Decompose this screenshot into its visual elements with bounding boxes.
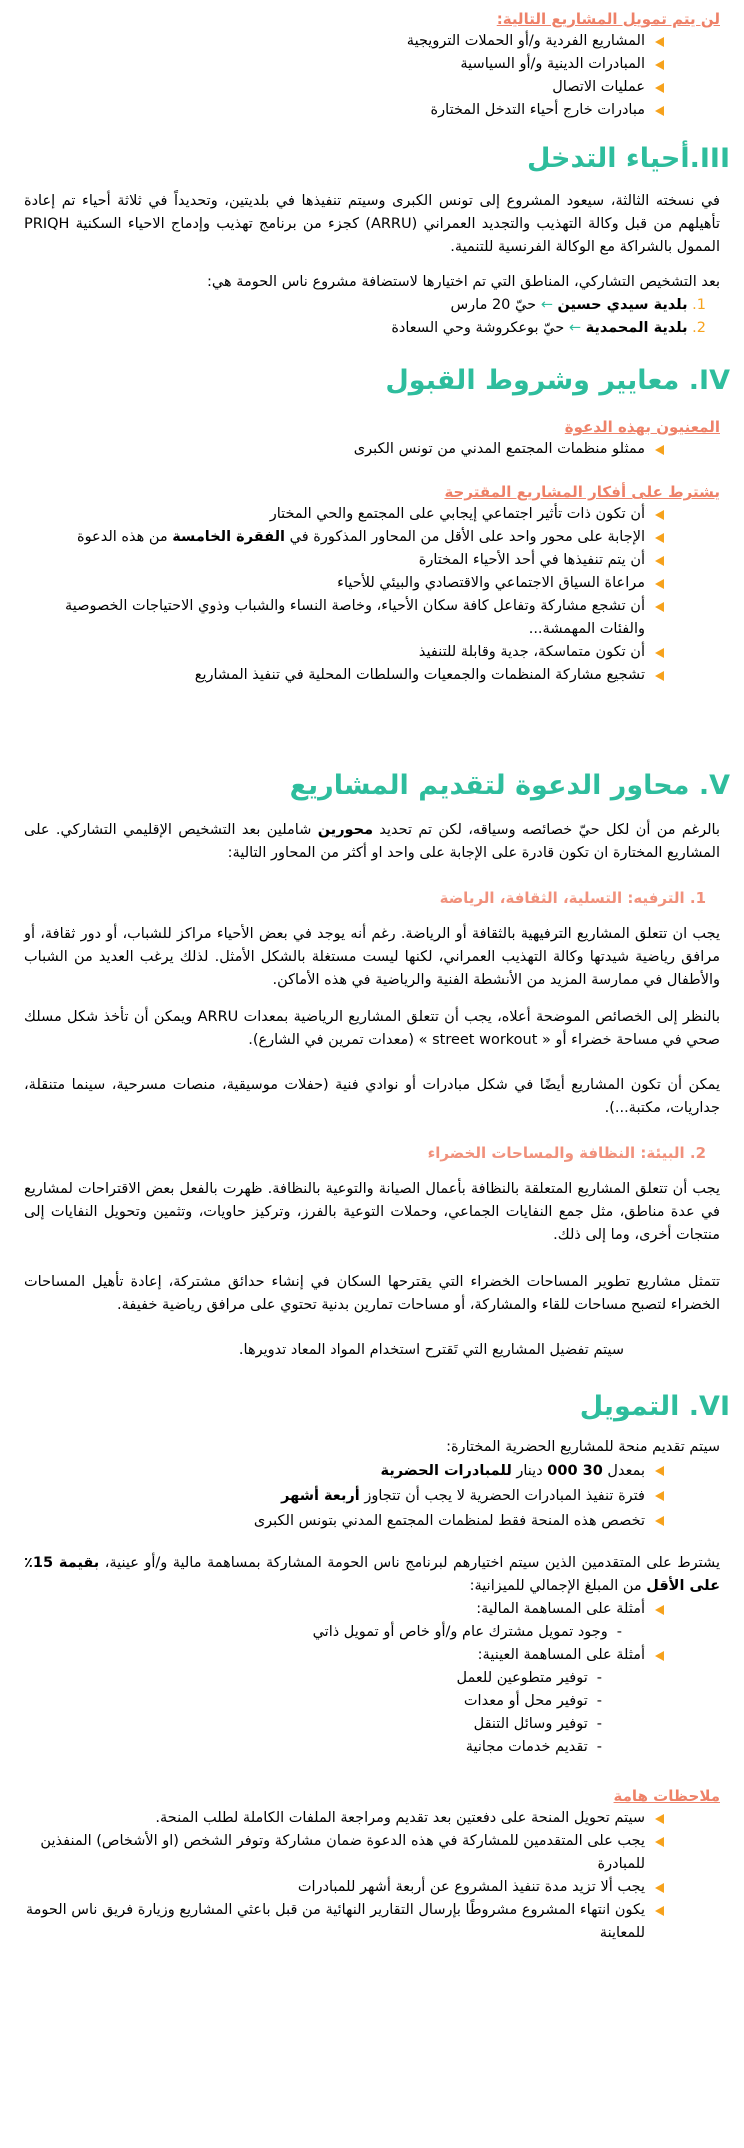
list-item-text: المشاريع الفردية و/أو الحملات الترويجية — [406, 33, 645, 49]
notes-list — [24, 1807, 720, 1945]
list-item — [24, 1830, 664, 1876]
paragraph: في نسخته الثالثة، سيعود المشروع إلى تونس الكبرى وسيتم تنفيذها في بلديتين، وتحديداً في ثلاثة أحياء تم إعادة تأهيلهم من قبل وكالة التهذيب والتجديد العمراني (ARRU) كجزء من برنامج تهذيب وإدماج الاحياء السكنية PRIQH الممول بالشراكة مع الوكالة الفرنسية للتنمية. — [24, 193, 720, 255]
item-number: 1. — [692, 297, 706, 313]
bullet-arrow-icon — [655, 556, 664, 566]
bullet-arrow-icon — [655, 602, 664, 612]
municipalities-list — [24, 294, 720, 340]
dash-item — [24, 1667, 602, 1690]
section-neighborhoods — [24, 142, 730, 340]
list-item — [24, 1644, 664, 1667]
dash-marker: - — [596, 1739, 602, 1755]
municipality-name: بلدية المحمدية — [585, 320, 688, 336]
list-item-text: مبادرات خارج أحياء التدخل المختارة — [430, 102, 645, 118]
list-item — [24, 1899, 664, 1945]
section-5-title: V. محاور الدعوة لتقديم المشاريع — [289, 770, 730, 801]
recycled-materials-note: سيتم تفضيل المشاريع التي تَقترح استخدام المواد المعاد تدويرها. — [238, 1342, 624, 1358]
paragraph: بالرغم من أن لكل حيّ خصائصه وسياقه، لكن تم تحديد محورين شاملين بعد التشخيص الإقليمي التشاركي. على المشاريع المختارة ان تكون قادرة على الإجابة على واحد او أكثر من المحاور التالية: — [24, 822, 721, 861]
municipality-item — [24, 294, 706, 317]
list-item — [24, 438, 664, 461]
arrow-left-icon: ← — [568, 320, 581, 336]
paragraph: بالنظر إلى الخصائص الموضحة أعلاه، يجب أن تتعلق المشاريع الرياضية بمعدات ARRU ويمكن أن تأخذ شكل مسلك صحي في مساحة خضراء أو « street workout » (معدات تمرين في الشارع). — [24, 1009, 721, 1048]
exclusions-list — [24, 30, 720, 122]
notes-heading: ملاحظات هامة — [613, 1787, 720, 1805]
list-item-text: يكون انتهاء المشروع مشروطًا بإرسال التقارير النهائية من قبل باعثي المشاريع وزيارة فريق ناس الحومة للمعاينة — [25, 1902, 645, 1941]
municipality-name: بلدية سيدي حسين — [557, 297, 688, 313]
dash-item-text: تقديم خدمات مجانية — [465, 1739, 588, 1755]
list-item-text: أن تكون ذات تأثير اجتماعي إيجابي على المجتمع والحي المختار — [269, 506, 645, 522]
list-item — [24, 1459, 664, 1484]
list-item-text: فترة تنفيذ المبادرات الحضرية لا يجب أن تتجاوز أربعة أشهر — [281, 1488, 645, 1504]
item-number: 2. — [692, 320, 706, 336]
list-item-text: الإجابة على محور واحد على الأقل من المحاور المذكورة في الفقرة الخامسة من هذه الدعوة — [76, 529, 645, 545]
neighborhood-name: حيّ بوعكروشة وحي السعادة — [391, 320, 565, 336]
inkind-sub-list — [24, 1667, 720, 1759]
list-item-text: عمليات الاتصال — [552, 79, 645, 95]
bullet-arrow-icon — [655, 1814, 664, 1824]
dash-item — [24, 1736, 602, 1759]
neighborhood-name: حيّ 20 مارس — [450, 297, 537, 313]
bullet-arrow-icon — [655, 648, 664, 658]
financial-sub-list — [24, 1621, 720, 1644]
dash-item — [24, 1621, 622, 1644]
section-exclusions — [24, 8, 720, 122]
municipality-item — [24, 317, 706, 340]
list-item-text: أمثلة على المساهمة العينية: — [477, 1647, 645, 1663]
audience-heading: المعنيون بهذه الدعوة — [564, 418, 720, 436]
bullet-arrow-icon — [655, 37, 664, 47]
bullet-arrow-icon — [655, 60, 664, 70]
list-item-text: مراعاة السياق الاجتماعي والاقتصادي والبيئي للأحياء — [337, 575, 645, 591]
inkind-examples-list — [24, 1644, 720, 1667]
paragraph: تتمثل مشاريع تطوير المساحات الخضراء التي يقترحها السكان في إنشاء حدائق مشتركة، إعادة تأهيل المساحات الخضراء لتصبح مساحات للقاء والمشاركة، أو مساحات تمارين بدنية تحتوي على مرافق رياضية خفيفة. — [24, 1274, 720, 1313]
list-item — [24, 1807, 664, 1830]
list-item — [24, 641, 664, 664]
dash-item — [24, 1690, 602, 1713]
list-item — [24, 1484, 664, 1509]
list-item-text: المبادرات الدينية و/أو السياسية — [460, 56, 645, 72]
axis-2-title: 2. البيئة: النظافة والمساحات الخضراء — [427, 1144, 706, 1162]
dash-item-text: وجود تمويل مشترك عام و/أو خاص أو تمويل ذاتي — [312, 1624, 608, 1640]
bullet-arrow-icon — [655, 1491, 664, 1501]
dash-item-text: توفير محل أو معدات — [463, 1693, 588, 1709]
bullet-arrow-icon — [655, 1837, 664, 1847]
list-item-text: يجب ألا تزيد مدة تنفيذ المشروع عن أربعة أشهر للمبادرات — [297, 1879, 645, 1895]
list-item — [24, 1509, 664, 1534]
paragraph: بعد التشخيص التشاركي، المناطق التي تم اختيارها لاستضافة مشروع ناس الحومة هي: — [207, 274, 720, 290]
list-item — [24, 1876, 664, 1899]
funding-intro: سيتم تقديم منحة للمشاريع الحضرية المختارة: — [446, 1439, 720, 1455]
exclusions-heading: لن يتم تمويل المشاريع التالية: — [496, 10, 720, 28]
list-item — [24, 526, 664, 549]
list-item — [24, 503, 664, 526]
conditions-list — [24, 503, 720, 687]
list-item — [24, 76, 664, 99]
list-item — [24, 664, 664, 687]
list-item-text: ممثلو منظمات المجتمع المدني من تونس الكبرى — [353, 441, 645, 457]
section-axes — [24, 769, 730, 1362]
list-item-text: أمثلة على المساهمة المالية: — [476, 1601, 645, 1617]
bullet-arrow-icon — [655, 1906, 664, 1916]
dash-marker: - — [616, 1624, 622, 1640]
list-item — [24, 99, 664, 122]
bullet-arrow-icon — [655, 1605, 664, 1615]
section-6-title: VI. التمويل — [579, 1391, 730, 1422]
paragraph: يمكن أن تكون المشاريع أيضًا في شكل مبادرات أو نوادي فنية (حفلات موسيقية، منصات مسرحية، سينما متنقلة، جداريات، مكتبة...). — [24, 1077, 720, 1116]
section-4-title: IV. معايير وشروط القبول — [385, 365, 730, 396]
financial-examples-list — [24, 1598, 720, 1621]
list-item — [24, 595, 664, 641]
list-item-text: يجب على المتقدمين للمشاركة في هذه الدعوة ضمان مشاركة وتوفر الشخص (او الأشخاص) المنفذين للمبادرة — [40, 1833, 645, 1872]
list-item — [24, 53, 664, 76]
list-item-text: أن تشجع مشاركة وتفاعل كافة سكان الأحياء، وخاصة النساء والشباب وذوي الاحتياجات الخصوصية والفئات المهمشة... — [65, 598, 645, 637]
conditions-heading: يشترط على أفكار المشاريع المقترحة — [444, 483, 720, 501]
bullet-arrow-icon — [655, 1883, 664, 1893]
dash-item — [24, 1713, 602, 1736]
bullet-arrow-icon — [655, 1516, 664, 1526]
list-item — [24, 30, 664, 53]
bullet-arrow-icon — [655, 1651, 664, 1661]
bullet-arrow-icon — [655, 1466, 664, 1476]
list-item-text: سيتم تحويل المنحة على دفعتين بعد تقديم ومراجعة الملفات الكاملة لطلب المنحة. — [155, 1810, 645, 1826]
section-funding — [24, 1390, 730, 1759]
bullet-arrow-icon — [655, 579, 664, 589]
bullet-arrow-icon — [655, 533, 664, 543]
paragraph: يجب ان تتعلق المشاريع الترفيهية بالثقافة أو الرياضة. رغم أنه يوجد في بعض الأحياء مراكز للشباب، أو دور ثقافة، أو مرافق رياضية شيدتها وكالة التهذيب العمراني، لكنها ليست مستغلة بالشكل الأمثل. لذلك يرغب العديد من الشباب والأطفال في ممارسة المزيد من الأنشطة الفنية والرياضية في هذه الأماكن. — [24, 926, 720, 988]
arrow-left-icon: ← — [540, 297, 553, 313]
list-item — [24, 572, 664, 595]
dash-marker: - — [596, 1670, 602, 1686]
bullet-arrow-icon — [655, 671, 664, 681]
dash-item-text: توفير وسائل التنقل — [473, 1716, 588, 1732]
bullet-arrow-icon — [655, 510, 664, 520]
section-3-title: III.أحياء التدخل — [526, 143, 730, 174]
list-item-text: تشجيع مشاركة المنظمات والجمعيات والسلطات المحلية في تنفيذ المشاريع — [194, 667, 645, 683]
section-criteria — [24, 364, 730, 687]
bullet-arrow-icon — [655, 83, 664, 93]
axis-1-title: 1. الترفيه: التسلية، الثقافة، الرياضة — [439, 889, 706, 907]
contribution-paragraph: يشترط على المتقدمين الذين سيتم اختيارهم لبرنامج ناس الحومة المشاركة بمساهمة مالية و/أو عينية، بقيمة 15٪ على الأقل من المبلغ الإجمالي للميزانية: — [24, 1555, 720, 1594]
grant-list — [24, 1459, 720, 1534]
audience-list — [24, 438, 720, 461]
bullet-arrow-icon — [655, 106, 664, 116]
list-item-text: بمعدل 30 000 دينار للمبادرات الحضرية — [380, 1463, 645, 1479]
bullet-arrow-icon — [655, 445, 664, 455]
dash-item-text: توفير متطوعين للعمل — [456, 1670, 588, 1686]
paragraph: يجب أن تتعلق المشاريع المتعلقة بالنظافة بأعمال الصيانة والتوعية بالنظافة. ظهرت بالفعل بعض الاقتراحات لمشاريع في عدة مناطق، مثل جمع النفايات الجماعي، وحملات التوعية بالفرز، وتركيز حاويات، وتثمين وتحويل النفايات إلى منتجات أخرى، وما إلى ذلك. — [24, 1181, 720, 1243]
list-item-text: أن يتم تنفيذها في أحد الأحياء المختارة — [418, 552, 645, 568]
list-item — [24, 549, 664, 572]
list-item-text: أن تكون متماسكة، جدية وقابلة للتنفيذ — [418, 644, 645, 660]
list-item-text: تخصص هذه المنحة فقط لمنظمات المجتمع المدني بتونس الكبرى — [253, 1513, 645, 1529]
dash-marker: - — [596, 1693, 602, 1709]
dash-marker: - — [596, 1716, 602, 1732]
list-item — [24, 1598, 664, 1621]
section-notes — [24, 1785, 720, 1945]
